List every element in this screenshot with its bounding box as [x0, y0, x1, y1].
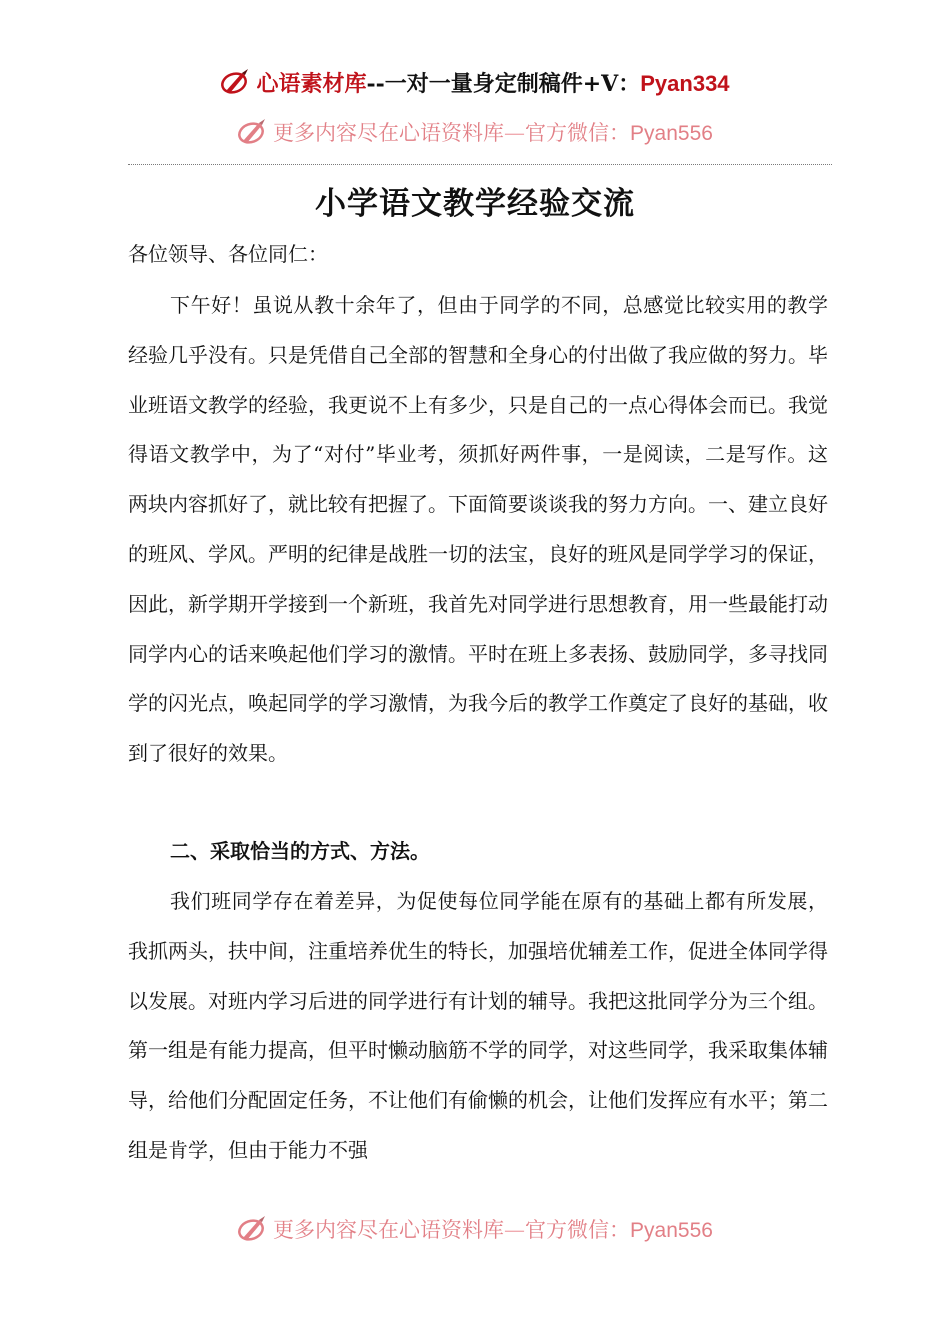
- brand-name: 心语素材库: [256, 70, 367, 97]
- pen-logo-icon: [220, 67, 254, 97]
- watermark-text: [273, 117, 713, 147]
- footer-main: 更多内容尽在心语资料库: [273, 1218, 505, 1242]
- footer-wechat-label: 官方微信：: [525, 1218, 631, 1242]
- header-slogan: [256, 67, 729, 98]
- custom-writing-slogan: 一对一量身定制稿件+V：: [384, 70, 641, 97]
- footer-watermark: [0, 1209, 950, 1249]
- contact-id: Pyan334: [640, 70, 730, 96]
- document-title: 小学语文教学经验交流: [315, 186, 635, 222]
- footer-wechat-id: Pyan556: [630, 1219, 713, 1242]
- header-banner: [0, 62, 950, 102]
- salutation: 各位领导、各位同仁：: [128, 242, 328, 266]
- header-watermark: [0, 112, 950, 152]
- wechat-label: 官方微信：: [525, 121, 631, 145]
- footer-separator: —: [504, 1218, 526, 1242]
- footer-text: [273, 1214, 713, 1244]
- watermark-main: 更多内容尽在心语资料库: [273, 121, 505, 145]
- wechat-id: Pyan556: [630, 122, 713, 145]
- header-divider: [128, 164, 832, 165]
- pen-logo-icon: [237, 117, 271, 147]
- paragraph-methods: 我们班同学存在着差异，为促使每位同学能在原有的基础上都有所发展，我抓两头，扶中间，注重培养优生的特长，加强培优辅差工作，促进全体同学得以发展。对班内学习后进的同学进行有计划的辅导。我把这批同学分为三个组。第一组是有能力提高，但平时懒动脑筋不学的同学，对这些同学，我采取集体辅导，给他们分配固定任务，不让他们有偷懒的机会，让他们发挥应有水平；第二组是肯学，但由于能力不强: [128, 889, 828, 1162]
- pen-logo-icon: [237, 1214, 271, 1244]
- paragraph-intro: 下午好！虽说从教十余年了，但由于同学的不同，总感觉比较实用的教学经验几乎没有。只是凭借自己全部的智慧和全身心的付出做了我应做的努力。毕业班语文教学的经验，我更说不上有多少，只是自己的一点心得体会而已。我觉得语文教学中，为了“对付”毕业考，须抓好两件事，一是阅读，二是写作。这两块内容抓好了，就比较有把握了。下面简要谈谈我的努力方向。一、建立良好的班风、学风。严明的纪律是战胜一切的法宝，良好的班风是同学学习的保证，因此，新学期开学接到一个新班，我首先对同学进行思想教育，用一些最能打动同学内心的话来唤起他们学习的激情。平时在班上多表扬、鼓励同学，多寻找同学的闪光点，唤起同学的学习激情，为我今后的教学工作奠定了良好的基础，收到了很好的效果。: [128, 293, 828, 766]
- header-separator: --: [366, 70, 385, 97]
- section-heading-2: 二、采取恰当的方式、方法。: [170, 841, 430, 863]
- watermark-separator: —: [504, 121, 526, 145]
